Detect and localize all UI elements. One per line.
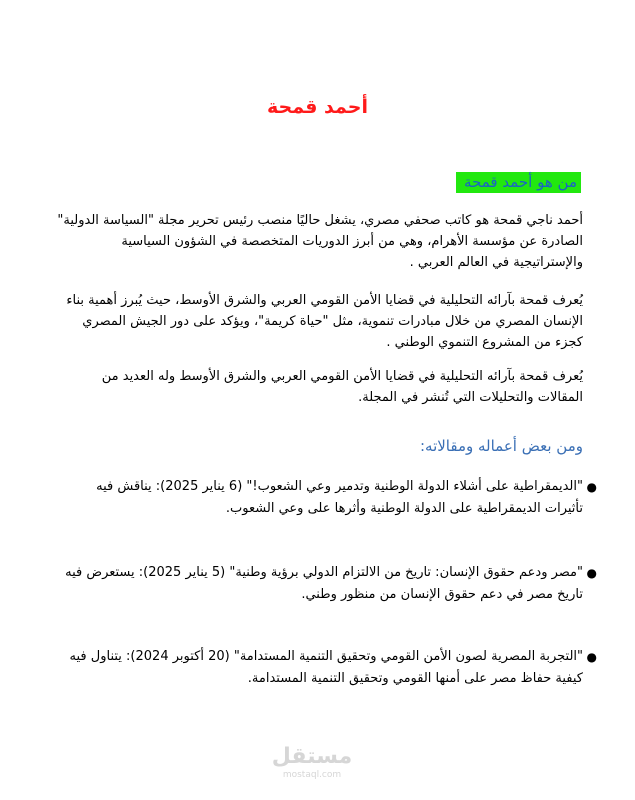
bullet-icon: ● — [586, 566, 597, 580]
watermark-latin: mostaql.com — [282, 770, 342, 780]
section-subheading: من هو أحمد قمحة — [456, 172, 581, 193]
watermark-arabic: مستقل — [271, 744, 353, 769]
bullet-icon: ● — [586, 650, 597, 664]
work-text: "الديمقراطية على أشلاء الدولة الوطنية وتدمير وعي الشعوب!" (6 يناير 2025): يناقش فيه تأثيرات الديمقراطية على الدولة الوطنية وأثرها على وعي الشعوب. — [96, 479, 583, 516]
paragraph-views: يُعرف قمحة بآرائه التحليلية في قضايا الأمن القومي العربي والشرق الأوسط، حيث يُبرز أهمية بناء الإنسان المصري من خلال مبادرات تنموية، مثل "حياة كريمة"، ويؤكد على دور الجيش المصري كجزء من المشروع التنموي الوطني . — [66, 293, 583, 350]
list-item — [63, 476, 597, 520]
paragraph-intro: أحمد ناجي قمحة هو كاتب صحفي مصري، يشغل حاليًا منصب رئيس تحرير مجلة "السياسة الدولية" الصادرة عن مؤسسة الأهرام، وهي من أبرز الدوريات المتخصصة في الشؤون السياسية والإستراتيجية في العالم العربي . — [57, 213, 583, 270]
page-title: أحمد قمحة — [267, 96, 368, 118]
bullet-icon: ● — [586, 480, 597, 494]
watermark-logo — [262, 744, 362, 781]
work-text: "مصر ودعم حقوق الإنسان: تاريخ من الالتزام الدولي برؤية وطنية" (5 يناير 2025): يستعرض فيه تاريخ مصر في دعم حقوق الإنسان من منظور وطني. — [65, 565, 583, 602]
paragraph-articles: يُعرف قمحة بآرائه التحليلية في قضايا الأمن القومي العربي والشرق الأوسط وله العديد من المقالات والتحليلات التي تُنشر في المجلة. — [101, 369, 583, 405]
list-item — [63, 646, 597, 690]
list-item — [63, 562, 597, 606]
works-heading: ومن بعض أعماله ومقالاته: — [419, 437, 583, 455]
work-text: "التجربة المصرية لصون الأمن القومي وتحقيق التنمية المستدامة" (20 أكتوبر 2024): يتناول فيه كيفية حفاظ مصر على أمنها القومي وتحقيق التنمية المستدامة. — [69, 649, 583, 686]
